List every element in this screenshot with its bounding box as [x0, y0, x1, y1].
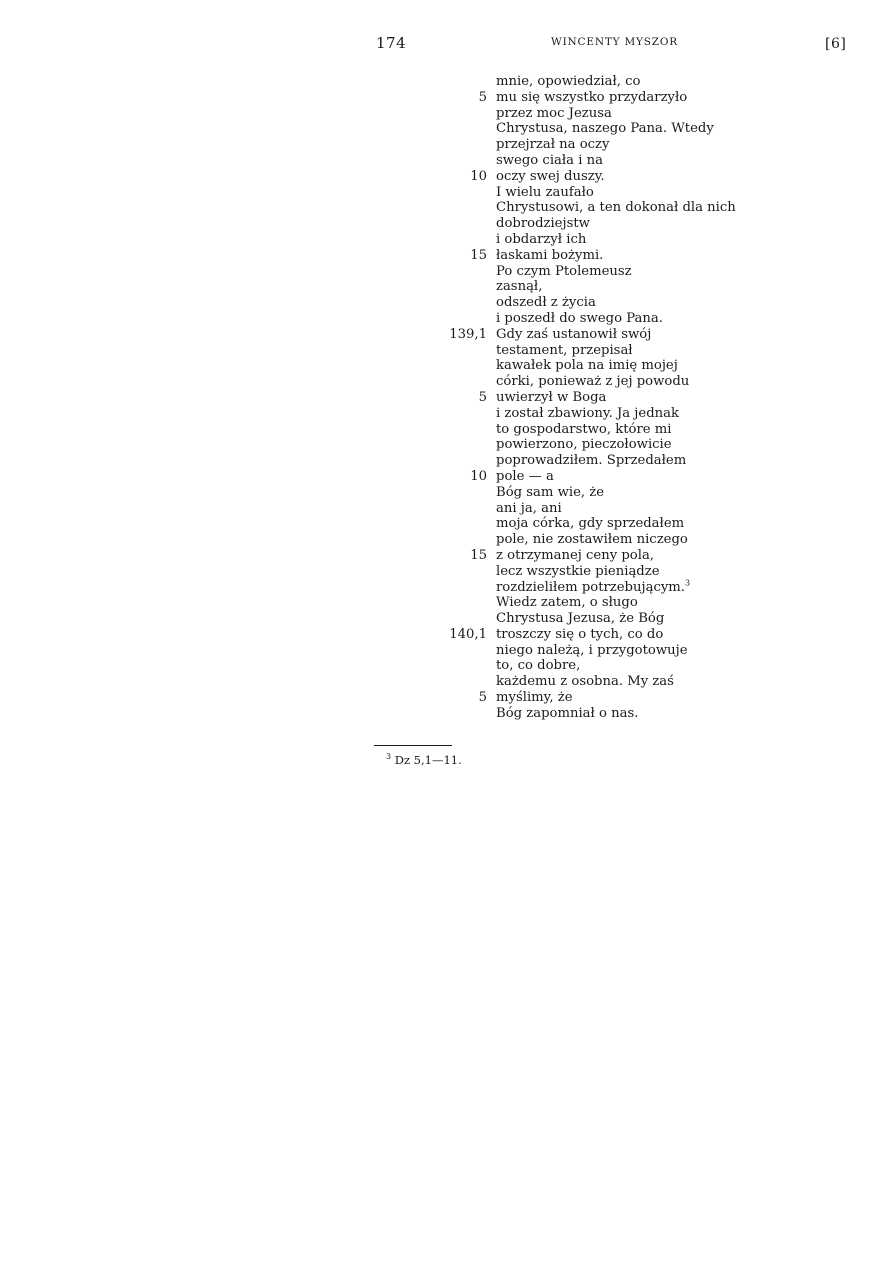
line-text-body: córki, ponieważ z jej powodu [496, 374, 690, 390]
footnote-rule [374, 745, 452, 746]
text-line [440, 390, 780, 406]
line-number: 15 [470, 247, 487, 263]
line-text [496, 406, 679, 422]
line-text-body: testament, przepisał [496, 342, 633, 358]
line-text [496, 580, 690, 596]
line-text-body: łaskami bożymi. [496, 247, 604, 263]
line-text [496, 390, 606, 406]
line-text-body: Gdy zaś ustanowił swój [496, 326, 652, 342]
line-text [496, 532, 688, 548]
line-number: 139,1 [449, 326, 487, 342]
line-text-body: Chrystusa Jezusa, że Bóg [496, 611, 665, 627]
text-line [440, 295, 780, 311]
footnote [386, 753, 462, 767]
line-text [496, 90, 687, 106]
line-text [496, 153, 603, 169]
line-text [496, 469, 554, 485]
text-line [440, 706, 780, 722]
line-text-body: troszczy się o tych, co do [496, 626, 664, 642]
line-number: 5 [478, 389, 487, 405]
text-line [440, 232, 780, 248]
line-text-body: ani ja, ani [496, 500, 562, 516]
line-number: 5 [478, 89, 487, 105]
line-text [496, 185, 594, 201]
line-number: 10 [470, 168, 487, 184]
line-text-body: Po czym Ptolemeusz [496, 263, 632, 279]
running-head: WINCENTY MYSZOR [551, 36, 678, 48]
line-text [496, 453, 686, 469]
text-line [440, 327, 780, 343]
text-line [440, 374, 780, 390]
line-text-body: przejrzał na oczy [496, 137, 610, 153]
text-line [440, 437, 780, 453]
line-text [496, 422, 672, 438]
text-block [440, 74, 780, 722]
line-text-body: Chrystusowi, a ten dokonał dla nich [496, 200, 736, 216]
text-line [440, 216, 780, 232]
text-line [440, 501, 780, 517]
text-line [440, 358, 780, 374]
line-text [496, 200, 736, 216]
line-number: 15 [470, 547, 487, 563]
line-text [496, 327, 651, 343]
line-text-body: pole — a [496, 468, 554, 484]
line-text-body: lecz wszystkie pieniądze [496, 563, 660, 579]
line-text-body: mu się wszystko przydarzyło [496, 89, 688, 105]
text-line [440, 185, 780, 201]
line-text-body: odszedł z życia [496, 295, 596, 311]
text-line [440, 516, 780, 532]
footnote-reference: 3 [684, 578, 691, 588]
line-text-body: i obdarzył ich [496, 231, 587, 247]
line-text-body: zasnął, [496, 279, 543, 295]
text-line [440, 153, 780, 169]
line-text [496, 674, 674, 690]
footnote-text: Dz 5,1—11. [391, 753, 462, 767]
line-text [496, 595, 638, 611]
text-line [440, 658, 780, 674]
text-line [440, 279, 780, 295]
line-text-body: uwierzył w Boga [496, 389, 607, 405]
line-text [496, 437, 672, 453]
text-line [440, 90, 780, 106]
text-line [440, 200, 780, 216]
text-line [440, 643, 780, 659]
line-text-body: i został zbawiony. Ja jednak [496, 405, 679, 421]
text-line [440, 548, 780, 564]
line-text-body: Bóg sam wie, że [496, 484, 605, 500]
line-text-body: mnie, opowiedział, co [496, 74, 641, 89]
line-text-body: i poszedł do swego Pana. [496, 310, 663, 326]
line-number: 10 [470, 468, 487, 484]
line-text [496, 106, 612, 122]
line-text-body: moja córka, gdy sprzedałem [496, 516, 685, 532]
line-text-body: niego należą, i przygotowuje [496, 642, 688, 658]
text-line [440, 248, 780, 264]
line-text [496, 516, 684, 532]
line-text [496, 216, 590, 232]
text-line [440, 311, 780, 327]
text-line [440, 343, 780, 359]
text-line [440, 453, 780, 469]
text-line [440, 264, 780, 280]
line-text-body: przez moc Jezusa [496, 105, 612, 121]
line-text [496, 611, 664, 627]
text-line [440, 121, 780, 137]
line-text-body: swego ciała i na [496, 152, 603, 168]
line-text [496, 343, 633, 359]
line-text-body: myślimy, że [496, 690, 573, 706]
line-text [496, 279, 542, 295]
text-line [440, 627, 780, 643]
text-line [440, 74, 780, 90]
line-text [496, 564, 660, 580]
line-text-body: poprowadziłem. Sprzedałem [496, 453, 687, 469]
line-text [496, 137, 609, 153]
line-text [496, 548, 654, 564]
line-text [496, 248, 603, 264]
text-line [440, 106, 780, 122]
line-text [496, 264, 632, 280]
line-text-body: Bóg zapomniał o nas. [496, 705, 639, 721]
text-line [440, 580, 780, 596]
section-mark: [6] [825, 36, 847, 52]
text-line [440, 422, 780, 438]
line-text-body: powierzono, pieczołowicie [496, 437, 672, 453]
line-text [496, 643, 688, 659]
line-text [496, 232, 586, 248]
text-line [440, 595, 780, 611]
text-line [440, 532, 780, 548]
line-text [496, 295, 596, 311]
line-text-body: z otrzymanej ceny pola, [496, 547, 655, 563]
line-text [496, 169, 605, 185]
footnote-marker: 3 [386, 752, 392, 762]
line-text-body: I wielu zaufało [496, 184, 594, 200]
line-text [496, 485, 604, 501]
line-text-body: pole, nie zostawiłem niczego [496, 532, 688, 548]
line-text-body: Chrystusa, naszego Pana. Wtedy [496, 121, 714, 137]
line-text [496, 121, 714, 137]
line-text [496, 501, 562, 517]
line-text-body: kawałek pola na imię mojej [496, 358, 678, 374]
text-line [440, 674, 780, 690]
line-number: 140,1 [449, 626, 487, 642]
line-text [496, 358, 678, 374]
text-line [440, 469, 780, 485]
line-text [496, 311, 663, 327]
text-line [440, 169, 780, 185]
line-text [496, 706, 638, 722]
line-text-body: to, co dobre, [496, 658, 581, 674]
line-text [496, 374, 689, 390]
text-line [440, 611, 780, 627]
line-text [496, 74, 641, 90]
text-line [440, 485, 780, 501]
page-number: 174 [376, 34, 407, 52]
text-line [440, 690, 780, 706]
text-line [440, 406, 780, 422]
text-line [440, 137, 780, 153]
line-text-body: to gospodarstwo, które mi [496, 421, 672, 437]
line-text-body: Wiedz zatem, o sługo [496, 595, 638, 611]
line-text-body: każdemu z osobna. My zaś [496, 674, 674, 690]
line-text [496, 690, 573, 706]
line-text [496, 658, 580, 674]
text-line [440, 564, 780, 580]
line-text-body: dobrodziejstw [496, 216, 590, 232]
line-text-body: oczy swej duszy. [496, 168, 605, 184]
line-text-body: rozdzieliłem potrzebującym. [496, 579, 685, 595]
line-text [496, 627, 663, 643]
line-number: 5 [478, 690, 487, 706]
